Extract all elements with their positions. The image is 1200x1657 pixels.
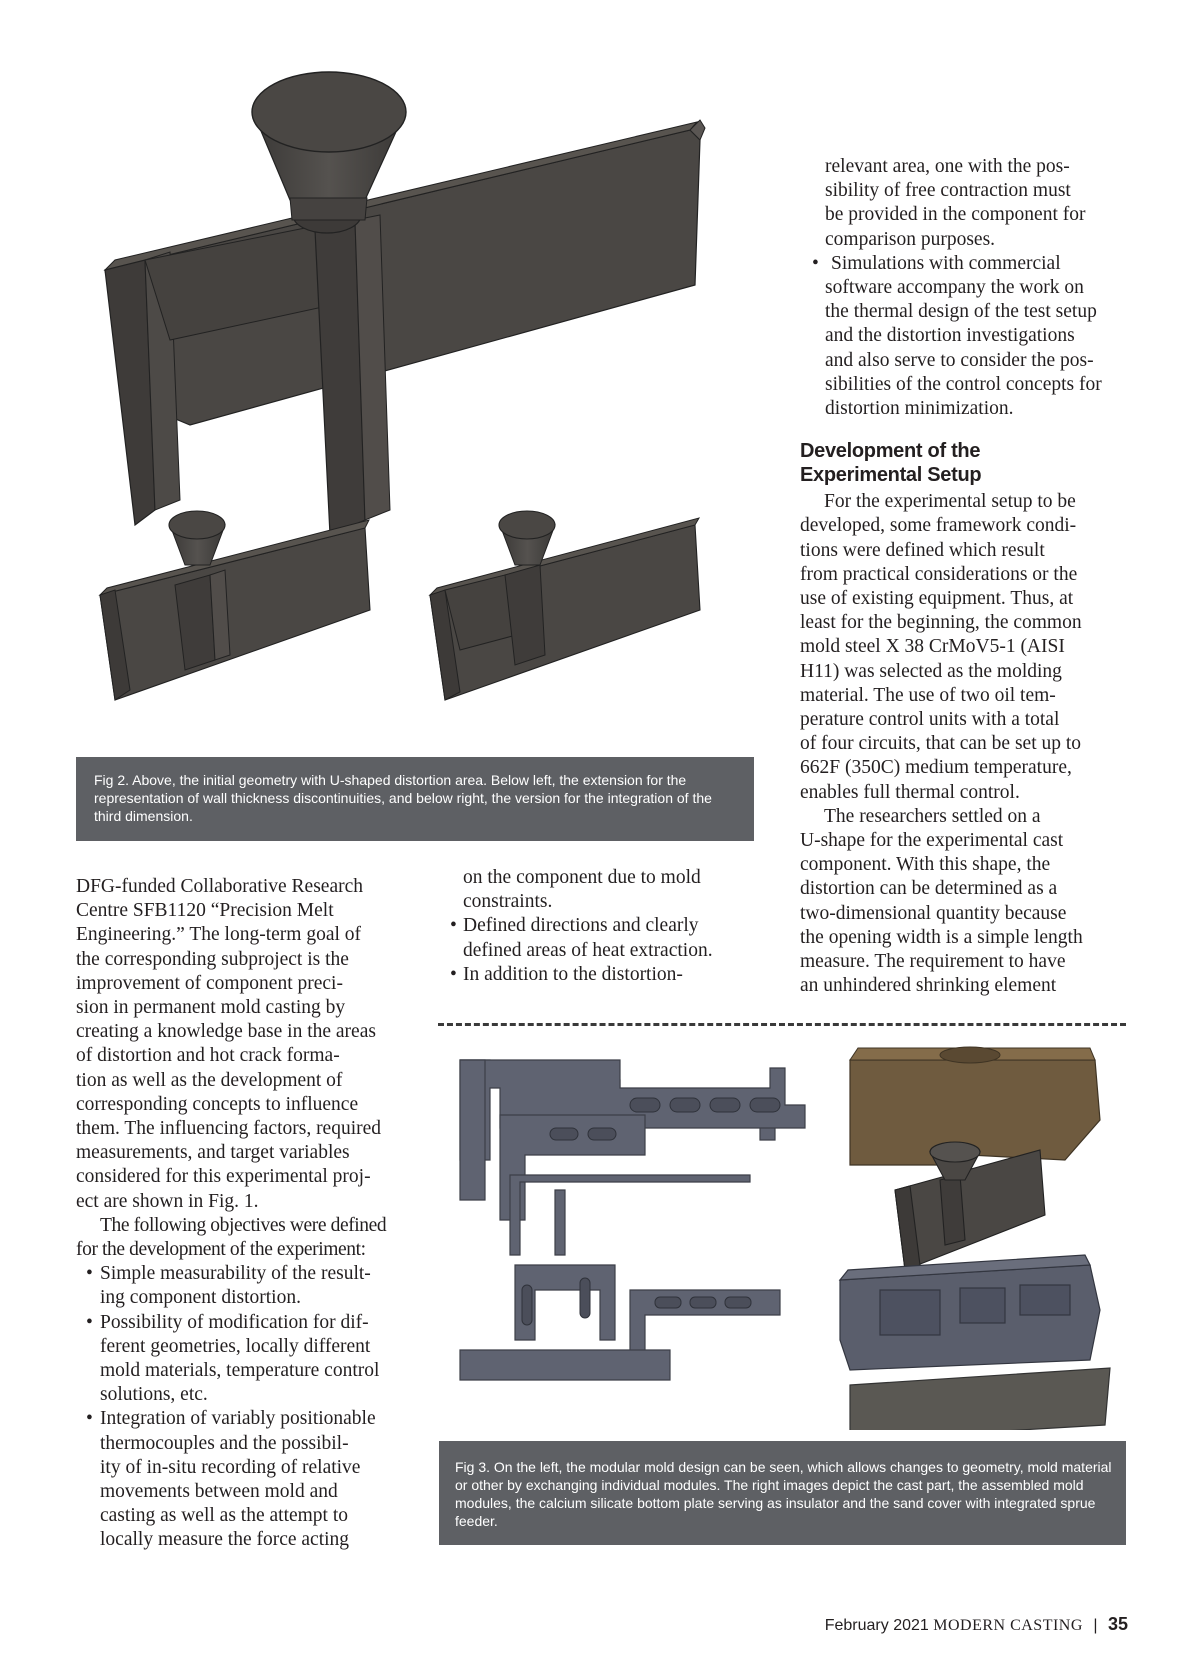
text-line: distortion can be determined as a [800,878,1058,900]
text-line: ect are shown in Fig. 1. [76,1190,259,1212]
distortion-bullet [438,963,768,987]
text-line: ity of in-situ recording of relative [100,1456,361,1478]
u-shape-castings-render [75,70,755,720]
text-line: For the experimental setup to be [824,491,1076,513]
footer-separator: | [1093,1617,1098,1634]
text-line: Simulations with commercial [831,252,1061,274]
fig2-image [75,70,755,720]
setup-paragraph-2 [800,805,1130,999]
text-line: of four circuits, that can be set up to [800,733,1082,755]
text-line: Simple measurability of the result- [100,1263,371,1285]
text-line: ing component distortion. [100,1287,301,1309]
text-line: the thermal design of the test setup [825,301,1097,323]
text-line: sion in permanent mold casting by [76,997,346,1019]
text-line: an unhindered shrinking element [800,975,1057,997]
heading-line: Experimental Setup [800,464,982,487]
text-line: relevant area, one with the pos- [825,156,1070,177]
text-line: Integration of variably positionable [100,1408,376,1430]
text-line: 662F (350C) medium temperature, [800,757,1072,779]
text-line: casting as well as the attempt to [100,1505,349,1527]
text-line: creating a knowledge base in the areas [76,1021,376,1043]
text-line: Centre SFB1120 “Precision Melt [76,900,334,922]
text-line: movements between mold and [100,1481,338,1503]
issue-date: February 2021 [824,1617,929,1634]
text-line: and also serve to consider the pos- [825,349,1094,371]
section-heading [800,439,1130,487]
text-line: of distortion and hot crack forma- [76,1045,340,1067]
fig2-caption: Fig 2. Above, the initial geometry with U-shaped distortion area. Below left, the extension for the representation of wall thickness discontinuities, and below right, the version for the integration of the third dimension. [94,772,712,824]
text-line: sibility of free contraction must [825,180,1071,202]
text-line: from practical considerations or the [800,563,1078,585]
modular-mold-render [440,1040,1126,1430]
fig3-caption-box [439,1441,1126,1545]
magazine-name: MODERN CASTING [933,1617,1083,1634]
text-line: tions were defined which result [800,539,1045,561]
setup-paragraph-1 [800,490,1130,805]
text-line: thermocouples and the possibil- [100,1432,349,1454]
text-line: The researchers settled on a [824,805,1041,827]
heat-extraction-bullet [438,914,768,962]
text-line: sibilities of the control concepts for [825,373,1102,395]
simulation-bullet [800,252,1130,421]
text-line: defined areas of heat extraction. [463,939,713,961]
objective-bullet-3 [76,1407,406,1552]
continued-bullet-text [800,155,1130,252]
objective-bullet-1 [76,1262,406,1310]
text-line: The following objectives were defined [100,1214,387,1236]
text-line: U-shape for the experimental cast [800,830,1064,852]
text-line: be provided in the component for [825,204,1086,226]
text-line: ferent geometries, locally different [100,1335,371,1357]
text-line: locally measure the force acting [100,1529,350,1551]
bullet-icon: • [86,1408,93,1430]
bullet-icon: • [450,915,457,937]
fig2-caption-box [76,757,754,841]
text-line: use of existing equipment. Thus, at [800,588,1074,610]
fig3-caption: Fig 3. On the left, the modular mold design can be seen, which allows changes to geometry, mold material or other by exchanging individual modules. The right images depict the cast part, the assembled mold modules, the calcium silicate bottom plate serving as insulator and the sand cover with integrated sprue feeder. [455,1459,1112,1529]
text-line: In addition to the distortion- [463,963,683,985]
text-line: on the component due to mold [463,867,701,888]
mold-thin-u-bar [510,1175,750,1255]
heading-line: Development of the [800,440,981,463]
text-line: material. The use of two oil tem- [800,684,1056,706]
insulator-bottom-plate [850,1368,1110,1430]
middle-column-text [438,866,768,987]
text-line: distortion minimization. [825,398,1014,420]
text-line: corresponding concepts to influence [76,1093,359,1115]
page-footer [825,1614,1128,1635]
text-line: for the development of the experiment: [76,1239,366,1261]
dashed-separator [438,1023,1126,1026]
text-line: improvement of component preci- [76,972,343,994]
bullet-icon: • [86,1263,93,1285]
small-casting-third-dimension [430,511,700,700]
objective-bullet-2 [76,1311,406,1408]
text-line: them. The influencing factors, required [76,1118,382,1140]
text-line: enables full thermal control. [800,781,1020,803]
text-line: solutions, etc. [100,1384,208,1406]
text-line: developed, some framework condi- [800,515,1077,537]
text-line: considered for this experimental proj- [76,1166,371,1188]
text-line: DFG-funded Collaborative Research [76,876,363,897]
large-u-casting [105,72,705,535]
mold-module-bottom [460,1265,780,1380]
bullet-icon: • [812,252,819,274]
bullet-icon: • [86,1311,93,1333]
page-number: 35 [1107,1614,1128,1634]
continued-bullet-text [438,866,768,914]
text-line: tion as well as the development of [76,1069,343,1091]
text-line: the opening width is a simple length [800,926,1083,948]
text-line: measure. The requirement to have [800,951,1066,973]
bullet-icon: • [450,963,457,985]
left-paragraph-2 [76,1214,406,1262]
text-line: and the distortion investigations [825,325,1075,347]
left-column-text [76,875,406,1553]
text-line: mold steel X 38 CrMoV5-1 (AISI [800,636,1065,658]
right-column-text [800,155,1130,999]
text-line: least for the beginning, the common [800,612,1082,634]
text-line: H11) was selected as the molding [800,660,1062,682]
small-casting-wall-thickness [100,511,370,700]
text-line: Possibility of modification for dif- [100,1311,369,1333]
text-line: constraints. [463,891,553,913]
assembled-mold [840,1255,1100,1370]
text-line: comparison purposes. [825,228,996,250]
text-line: two-dimensional quantity because [800,902,1067,924]
text-line: the corresponding subproject is the [76,948,349,970]
text-line: component. With this shape, the [800,854,1051,876]
text-line: software accompany the work on [825,277,1084,299]
text-line: Defined directions and clearly [463,915,699,937]
fig3-image [440,1040,1126,1430]
text-line: measurements, and target variables [76,1142,350,1164]
text-line: perature control units with a total [800,709,1060,731]
left-paragraph-1 [76,875,406,1214]
text-line: Engineering.” The long-term goal of [76,924,362,946]
text-line: mold materials, temperature control [100,1360,380,1382]
